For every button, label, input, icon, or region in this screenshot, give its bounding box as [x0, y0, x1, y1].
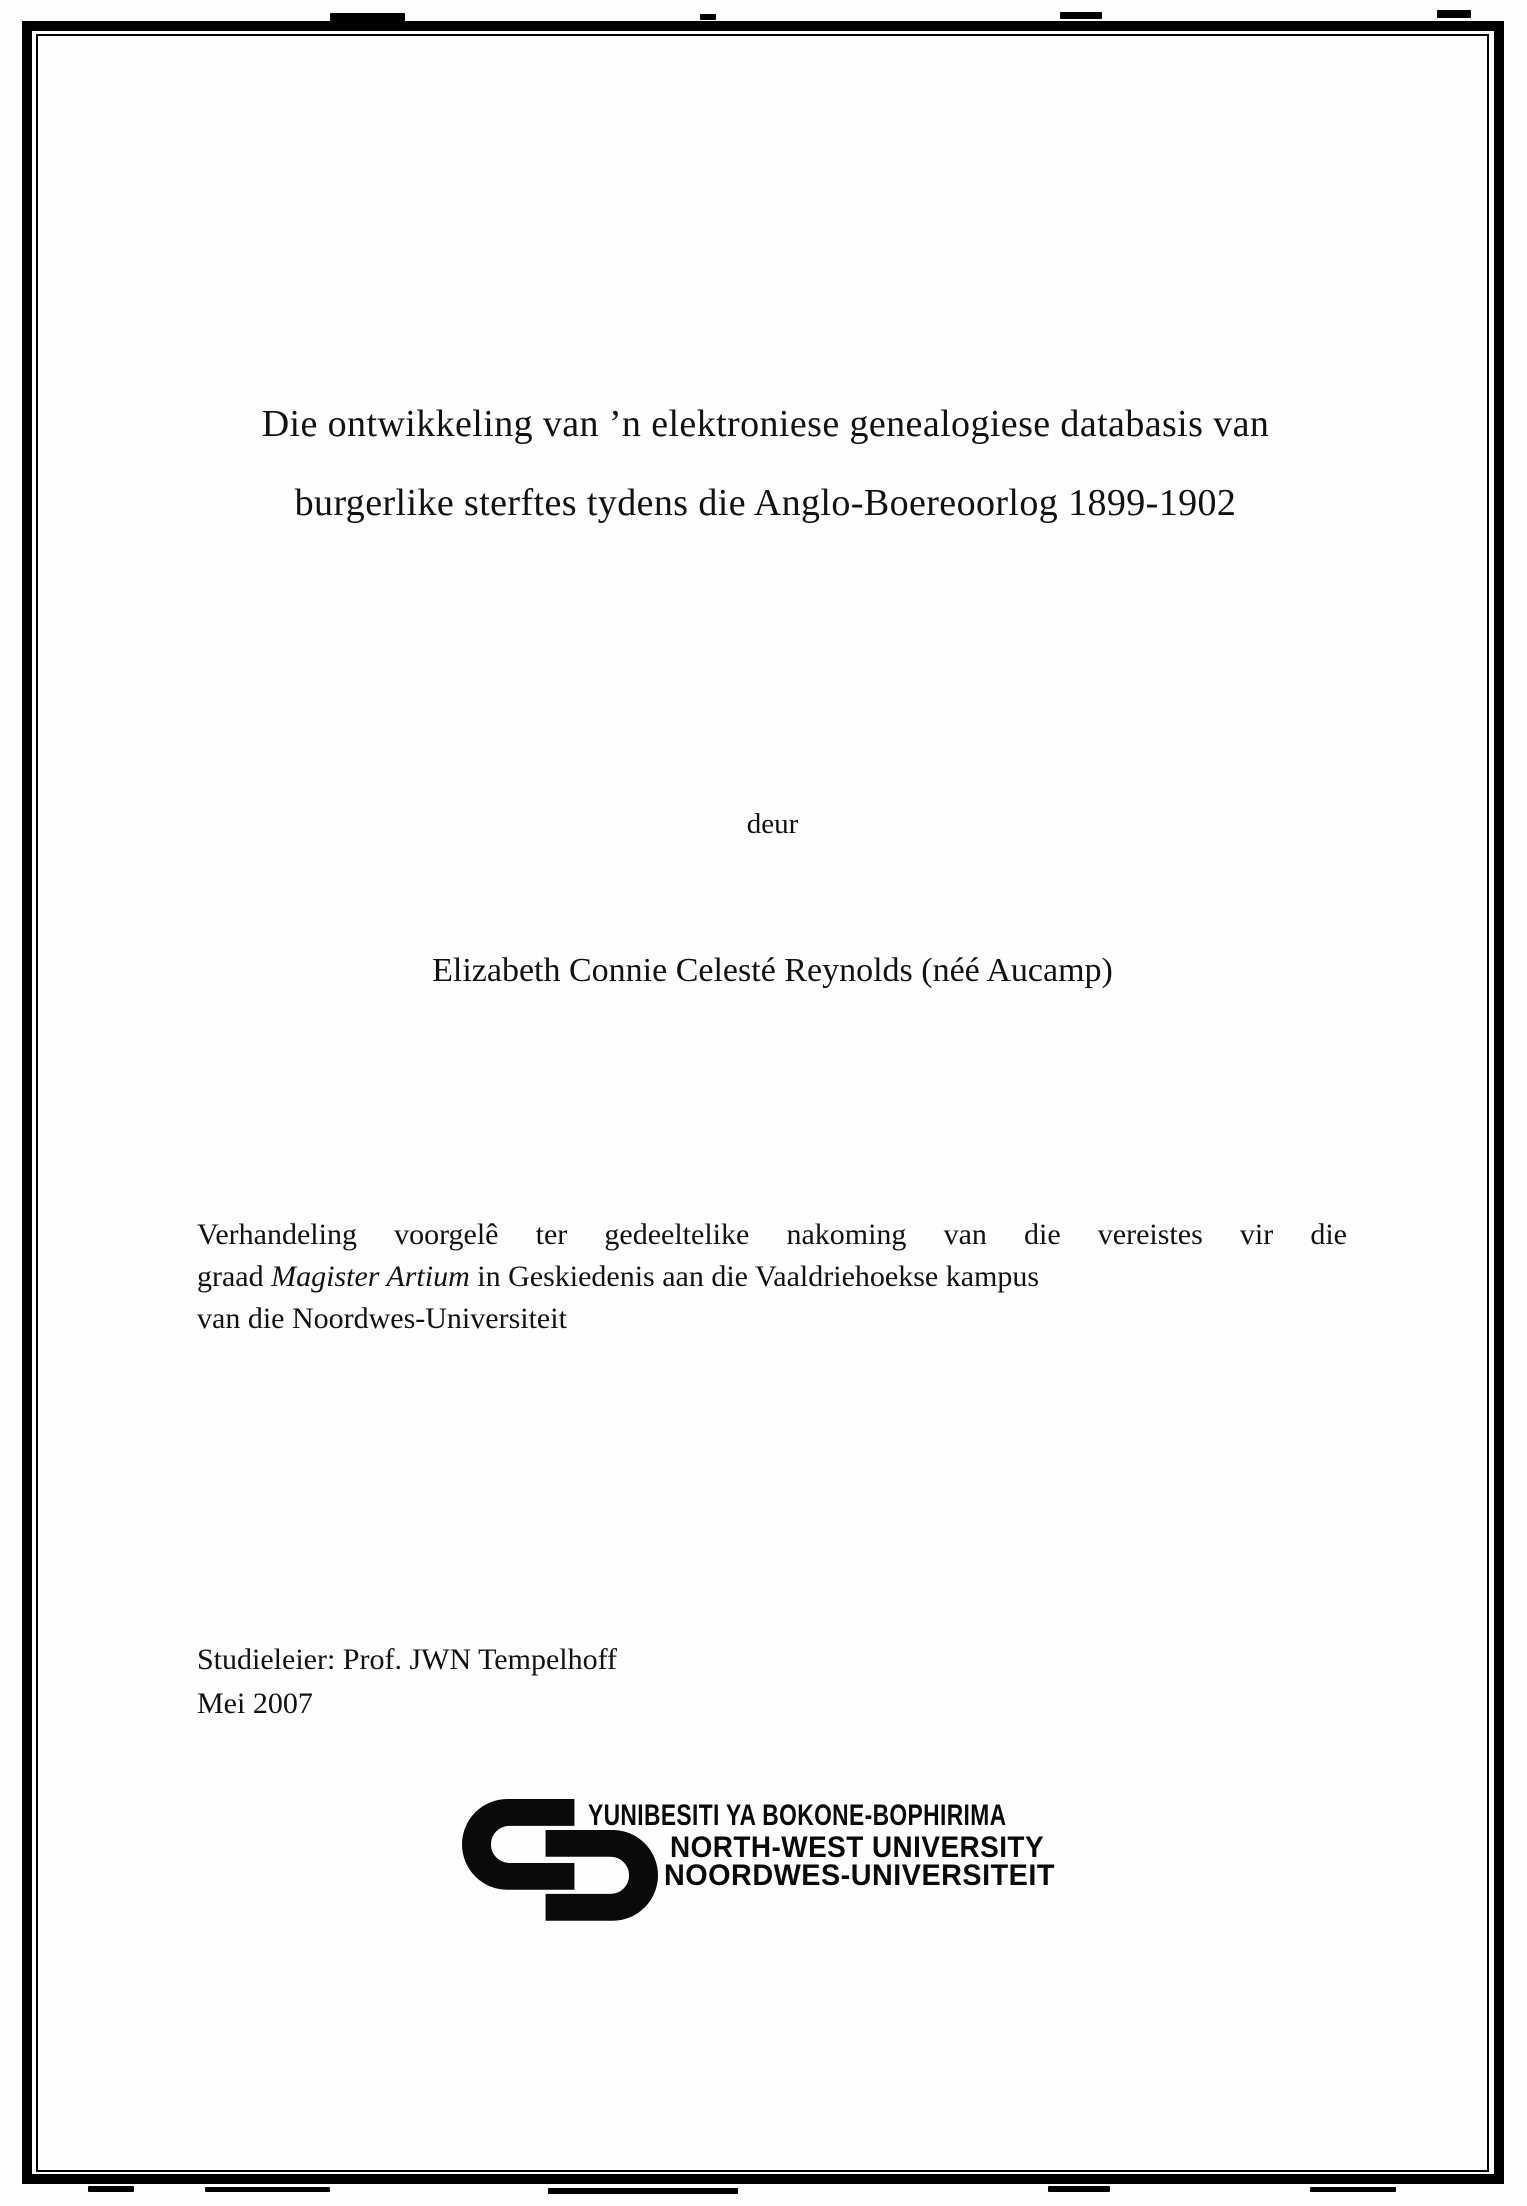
scan-artifact — [1437, 10, 1471, 18]
thesis-title-line1: Die ontwikkeling van ’n elektroniese genealogiese databasis van — [261, 403, 1270, 445]
supervisor-block — [197, 1638, 1097, 1726]
scan-artifact — [700, 14, 716, 20]
scan-artifact — [88, 2186, 134, 2192]
date-line: Mei 2007 — [197, 1687, 313, 1720]
degree-statement — [197, 1214, 1347, 1340]
thesis-title — [188, 385, 1343, 543]
degree-statement-line3: van die Noordwes-Universiteit — [197, 1302, 567, 1335]
logo-text-setswana: YUNIBESITI YA BOKONE-BOPHIRIMA — [588, 1799, 1007, 1832]
scan-artifact — [1060, 12, 1102, 19]
byline-label: deur — [746, 808, 799, 840]
scan-artifact — [1048, 2186, 1110, 2192]
degree-statement-line2-suffix: in Geskiedenis aan die Vaaldriehoekse kampus — [469, 1260, 1040, 1293]
scan-artifact — [330, 13, 405, 22]
thesis-title-line2: burgerlike sterftes tydens die Anglo-Boereoorlog 1899-1902 — [294, 482, 1237, 524]
logo-text-english: NORTH-WEST UNIVERSITY — [670, 1831, 1045, 1864]
logo-text-afrikaans: NOORDWES-UNIVERSITEIT — [664, 1859, 1055, 1892]
supervisor-line: Studieleier: Prof. JWN Tempelhoff — [197, 1643, 618, 1676]
degree-statement-line1: Verhandeling voorgelê ter gedeeltelike nakoming van die vereistes vir die — [197, 1218, 1347, 1251]
author-name: Elizabeth Connie Celesté Reynolds (néé Aucamp) — [432, 952, 1113, 989]
degree-statement-line2-prefix: graad — [197, 1260, 272, 1293]
scan-artifact — [1310, 2187, 1396, 2192]
degree-name-italic: Magister Artium — [271, 1260, 470, 1293]
degree-statement-line2 — [197, 1256, 1347, 1298]
scan-artifact — [205, 2187, 330, 2192]
scan-artifact — [548, 2188, 738, 2194]
